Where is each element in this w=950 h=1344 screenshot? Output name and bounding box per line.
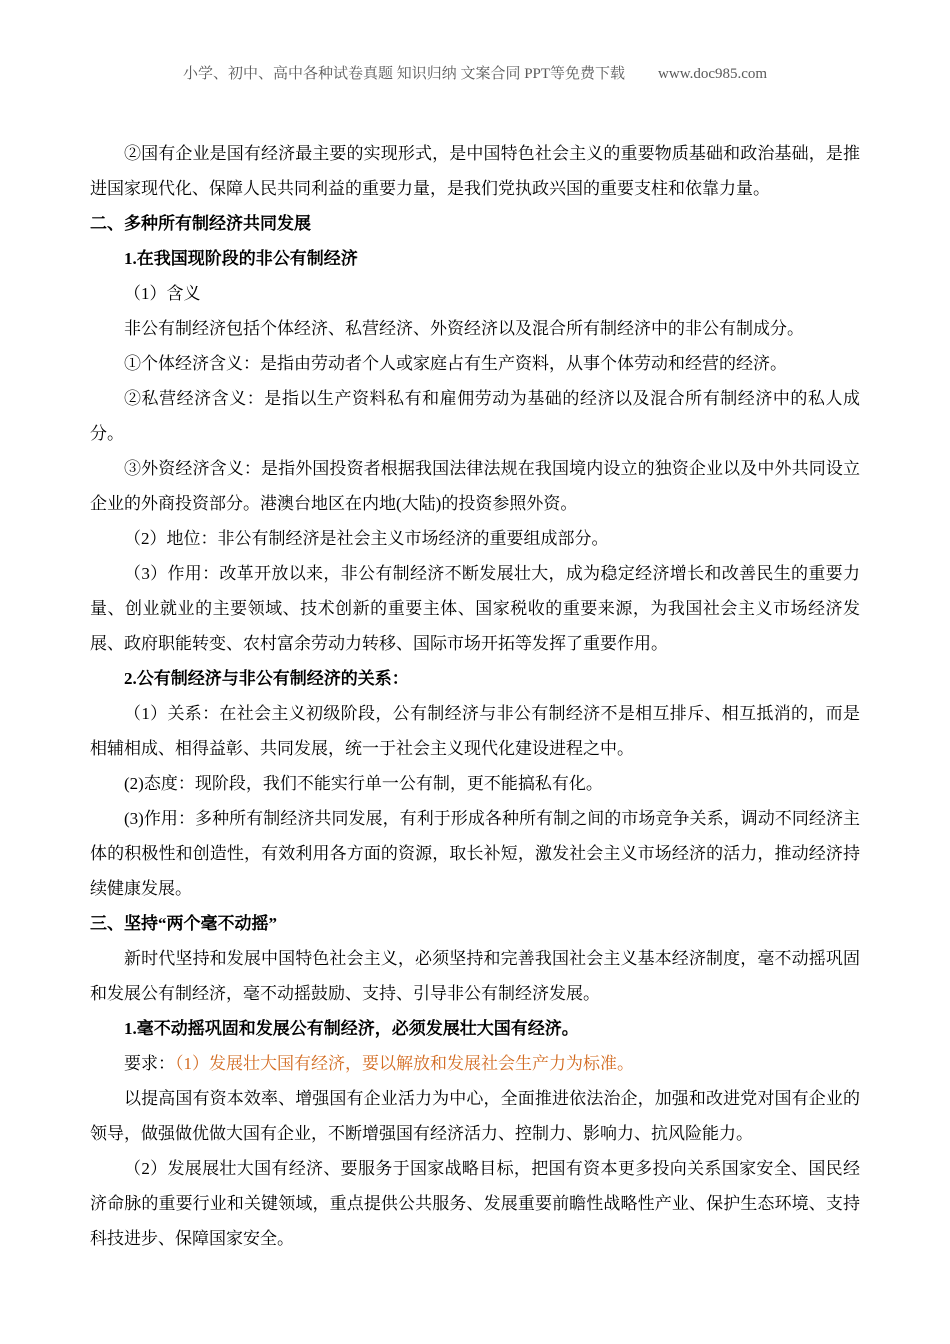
heading-section-three: 三、坚持“两个毫不动摇” bbox=[90, 914, 277, 933]
heading-relationship: 2.公有制经济与非公有制经济的关系： bbox=[124, 669, 409, 688]
heading-strengthen-soe: 1.毫不动摇巩固和发展公有制经济，必须发展壮大国有经济。 bbox=[124, 1019, 579, 1038]
header-promo-text: 小学、初中、高中各种试卷真题 知识归纳 文案合同 PPT等免费下载 bbox=[182, 66, 626, 82]
document-body bbox=[0, 84, 950, 1256]
para-foreign-economy: ③外资经济含义：是指外国投资者根据我国法律法规在我国境内设立的独资企业以及中外共同设立企业的外商投资部分。港澳台地区在内地(大陆)的投资参照外资。 bbox=[90, 459, 860, 513]
para-soe-center: 以提高国有资本效率、增强国有企业活力为中心，全面推进依法治企，加强和改进党对国有企业的领导，做强做优做大国有企业，不断增强国有经济活力、控制力、影响力、抗风险能力。 bbox=[90, 1089, 860, 1143]
para-new-era: 新时代坚持和发展中国特色社会主义，必须坚持和完善我国社会主义基本经济制度，毫不动摇巩固和发展公有制经济，毫不动摇鼓励、支持、引导非公有制经济发展。 bbox=[90, 949, 860, 1003]
para-soe-strategy: （2）发展展壮大国有经济、要服务于国家战略目标，把国有资本更多投向关系国家安全、国民经济命脉的重要行业和关键领域，重点提供公共服务、发展重要前瞻性战略性产业、保护生态环境、支持科技进步、保障国家安全。 bbox=[90, 1159, 860, 1248]
requirement-highlight: （1）发展壮大国有经济，要以解放和发展社会生产力为标准。 bbox=[175, 1054, 634, 1073]
heading-nonpublic-economy: 1.在我国现阶段的非公有制经济 bbox=[124, 249, 358, 268]
para-function: （3）作用：改革开放以来，非公有制经济不断发展壮大，成为稳定经济增长和改善民生的重要力量、创业就业的主要领域、技术创新的重要主体、国家税收的重要来源，为我国社会主义市场经济发展、政府职能转变、农村富余劳动力转移、国际市场开拓等发挥了重要作用。 bbox=[90, 564, 860, 653]
para-requirement bbox=[90, 1046, 860, 1081]
para-private-economy: ②私营经济含义：是指以生产资料私有和雇佣劳动为基础的经济以及混合所有制经济中的私人成分。 bbox=[90, 389, 860, 443]
para-individual-economy: ①个体经济含义：是指由劳动者个人或家庭占有生产资料，从事个体劳动和经营的经济。 bbox=[124, 354, 787, 373]
para-attitude: (2)态度：现阶段，我们不能实行单一公有制，更不能搞私有化。 bbox=[124, 774, 603, 793]
para-function-2: (3)作用：多种所有制经济共同发展，有利于形成各种所有制之间的市场竞争关系，调动不同经济主体的积极性和创造性，有效利用各方面的资源，取长补短，激发社会主义市场经济的活力，推动经济持续健康发展。 bbox=[90, 809, 860, 898]
para-nonpublic-definition: 非公有制经济包括个体经济、私营经济、外资经济以及混合所有制经济中的非公有制成分。 bbox=[124, 319, 804, 338]
para-status: （2）地位：非公有制经济是社会主义市场经济的重要组成部分。 bbox=[124, 529, 609, 548]
header-site-link[interactable]: www.doc985.com bbox=[658, 66, 768, 82]
para-meaning-label: （1）含义 bbox=[124, 284, 201, 303]
heading-section-two: 二、多种所有制经济共同发展 bbox=[90, 214, 311, 233]
para-soe-role: ②国有企业是国有经济最主要的实现形式，是中国特色社会主义的重要物质基础和政治基础，是推进国家现代化、保障人民共同利益的重要力量，是我们党执政兴国的重要支柱和依靠力量。 bbox=[90, 144, 860, 198]
page-header bbox=[0, 0, 950, 84]
para-relation: （1）关系：在社会主义初级阶段，公有制经济与非公有制经济不是相互排斥、相互抵消的，而是相辅相成、相得益彰、共同发展，统一于社会主义现代化建设进程之中。 bbox=[90, 704, 860, 758]
requirement-label: 要求： bbox=[124, 1054, 175, 1073]
